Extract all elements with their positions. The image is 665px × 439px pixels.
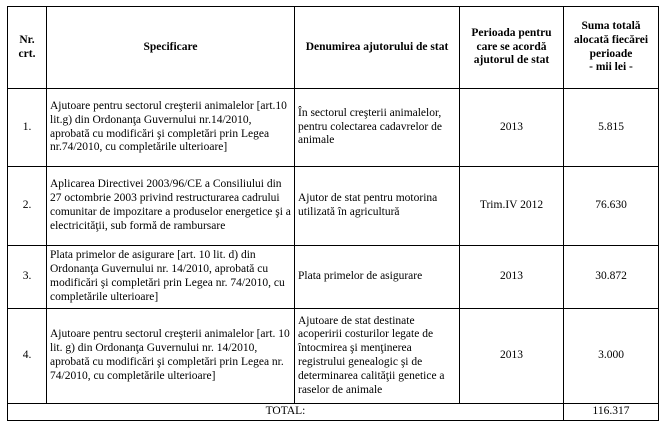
row-suma: 30.872 xyxy=(564,246,659,309)
row-suma: 5.815 xyxy=(564,89,659,167)
row-specificare: Ajutoare pentru sectorul creşterii animalelor [art.10 lit.g) din Ordonanţa Guvernului nr.14/2010, aprobată cu modificări şi completări prin Legea nr.74/2010, cu completările ulterioare] xyxy=(47,89,295,167)
row-denumirea: În sectorul creşterii animalelor, pentru colectarea cadavrelor de animale xyxy=(295,89,460,167)
row-denumirea: Plata primelor de asigurare xyxy=(295,246,460,309)
header-perioada: Perioada pentru care se acordă ajutorul de stat xyxy=(460,7,564,89)
header-row xyxy=(8,7,659,89)
row-perioada: 2013 xyxy=(460,89,564,167)
row-number: 3. xyxy=(8,246,47,309)
state-aid-table xyxy=(7,6,659,421)
header-nr: Nr. crt. xyxy=(8,7,47,89)
row-number: 1. xyxy=(8,89,47,167)
row-number: 2. xyxy=(8,167,47,246)
total-label: TOTAL: xyxy=(8,404,564,421)
row-denumirea: Ajutor de stat pentru motorina utilizată în agricultură xyxy=(295,167,460,246)
header-suma: Suma totală alocată fiecărei perioade - mii lei - xyxy=(564,7,659,89)
table-row xyxy=(8,89,659,167)
row-suma: 76.630 xyxy=(564,167,659,246)
total-value: 116.317 xyxy=(564,404,659,421)
row-number: 4. xyxy=(8,309,47,404)
header-specificare: Specificare xyxy=(47,7,295,89)
table-row xyxy=(8,309,659,404)
table-row xyxy=(8,167,659,246)
header-denumirea: Denumirea ajutorului de stat xyxy=(295,7,460,89)
row-specificare: Aplicarea Directivei 2003/96/CE a Consiliului din 27 octombrie 2003 privind restructurarea cadrului comunitar de impozitare a produselor energetice şi a electricităţii, sub formă de rambursare xyxy=(47,167,295,246)
row-denumirea: Ajutoare de stat destinate acoperirii costurilor legate de întocmirea şi menţinerea registrului genealogic şi de determinarea calităţii genetice a raselor de animale xyxy=(295,309,460,404)
row-perioada: Trim.IV 2012 xyxy=(460,167,564,246)
row-specificare: Plata primelor de asigurare [art. 10 lit. d) din Ordonanţa Guvernului nr. 14/2010, aprobată cu modificări şi completări prin Legea nr. 74/2010, cu completările ulterioare] xyxy=(47,246,295,309)
row-perioada: 2013 xyxy=(460,246,564,309)
row-suma: 3.000 xyxy=(564,309,659,404)
total-row xyxy=(8,404,659,421)
row-perioada: 2013 xyxy=(460,309,564,404)
table-row xyxy=(8,246,659,309)
row-specificare: Ajutoare pentru sectorul creşterii animalelor [art. 10 lit. g) din Ordonanţa Guvernului nr. 14/2010, aprobată cu modificări şi completări prin Legea nr. 74/2010, cu completările ulterioare] xyxy=(47,309,295,404)
